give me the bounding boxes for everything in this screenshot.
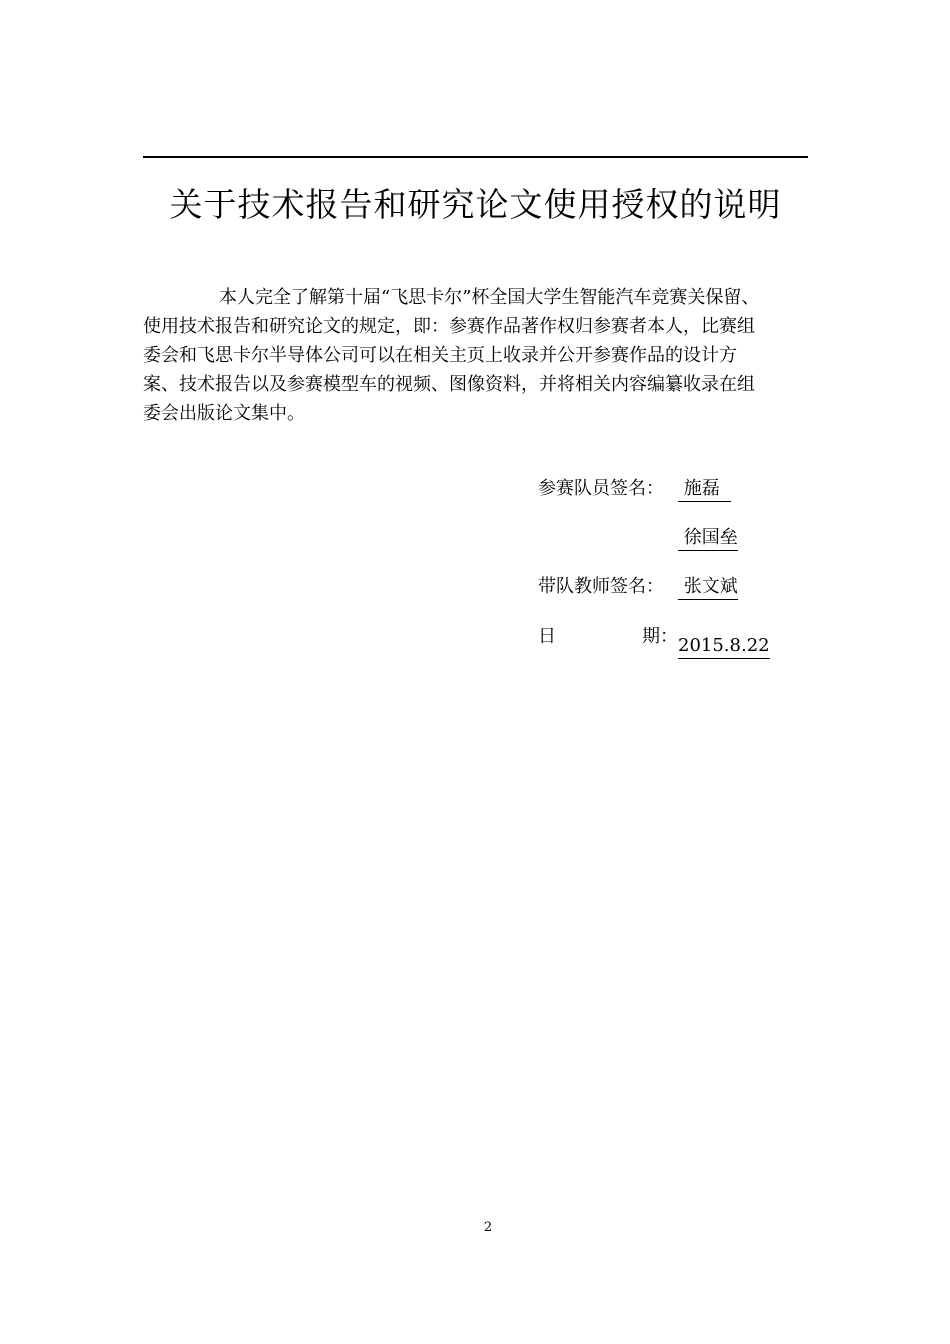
member-signature-2: 徐国垒 bbox=[678, 526, 738, 551]
date-value: 2015.8.22 bbox=[678, 634, 770, 659]
statement-line: 委会和飞思卡尔半导体公司可以在相关主页上收录并公开参赛作品的设计方 bbox=[143, 345, 737, 366]
statement-line: 委会出版论文集中。 bbox=[143, 403, 305, 424]
authorization-statement bbox=[143, 283, 808, 428]
statement-line: 本人完全了解第十届“飞思卡尔”杯全国大学生智能汽车竞赛关保留、 bbox=[219, 287, 760, 308]
date-row bbox=[538, 623, 770, 656]
date-label-right: 期： bbox=[642, 626, 678, 647]
member-signature-label: 参赛队员签名： bbox=[538, 478, 664, 499]
teacher-signature-label: 带队教师签名： bbox=[538, 576, 664, 597]
page-number: 2 bbox=[483, 1220, 493, 1235]
page-title: 关于技术报告和研究论文使用授权的说明 bbox=[169, 185, 782, 224]
header-rule bbox=[143, 156, 808, 158]
teacher-signature-row bbox=[538, 573, 738, 601]
statement-line: 使用技术报告和研究论文的规定，即：参赛作品著作权归参赛者本人，比赛组 bbox=[143, 316, 755, 337]
teacher-signature: 张文斌 bbox=[678, 575, 738, 600]
statement-line: 案、技术报告以及参赛模型车的视频、图像资料，并将相关内容编纂收录在组 bbox=[143, 374, 755, 395]
member-signature-row-2 bbox=[538, 524, 738, 552]
member-signature-1: 施磊 bbox=[678, 477, 731, 502]
date-label-left: 日 bbox=[538, 626, 556, 647]
date-label bbox=[538, 623, 678, 651]
member-signature-row bbox=[538, 475, 731, 503]
